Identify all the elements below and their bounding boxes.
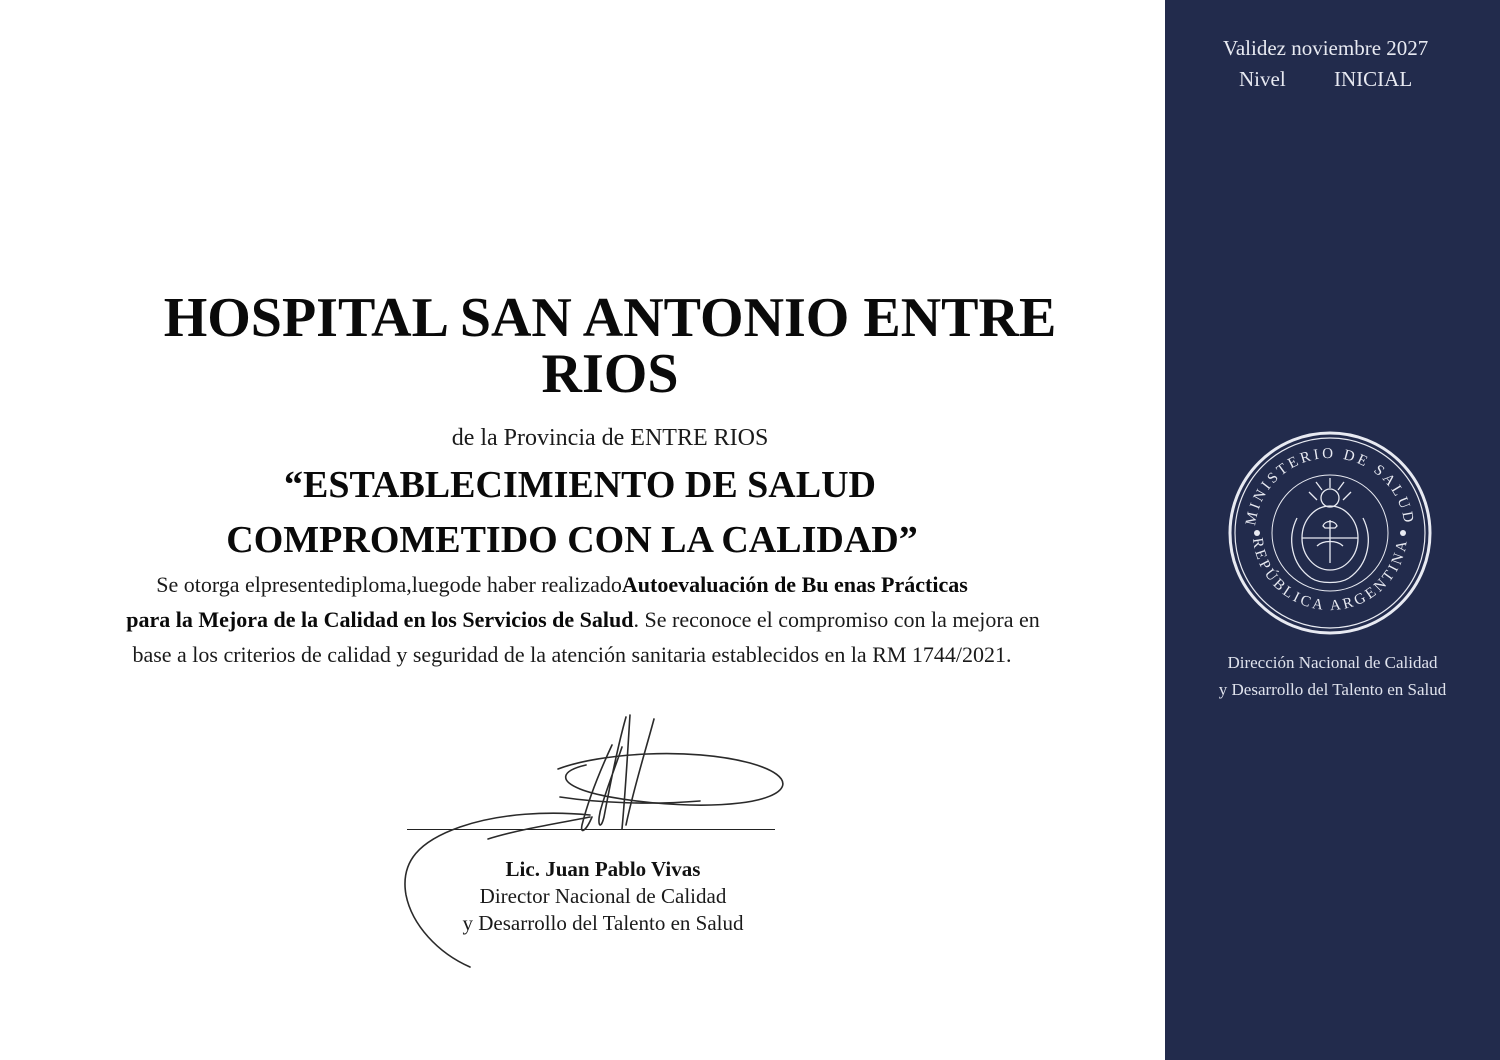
level-value: INICIAL [1334,67,1413,91]
body-text-line2 [33,609,1133,631]
institution-title-line2: RIOS [541,343,679,405]
svg-text:REPÚBLICA ARGENTINA: REPÚBLICA ARGENTINA [1248,536,1412,615]
body-text-line1 [12,574,1112,596]
institution-title [60,287,1160,405]
ministry-seal [1225,428,1435,638]
body-line1-bold: Autoevaluación de Bu enas Prácticas [621,572,968,597]
signatory-name: Lic. Juan Pablo Vivas [505,857,701,881]
level-label: Nivel [1239,67,1286,91]
department-line1: Dirección Nacional de Calidad [1227,653,1438,672]
signatory-role-line1: Director Nacional de Calidad [479,884,727,908]
validity-date: Validez noviembre 2027 [1223,36,1429,60]
body-text-line3: base a los criterios de calidad y seguridad de la atención sanitaria establecidos en la RM 1744/2021. [132,642,1012,667]
body-line1-prefix: Se otorga elpresentediploma,luegode haber realizado [156,572,622,597]
sidebar-panel [1165,0,1500,1060]
department-line2: y Desarrollo del Talento en Salud [1218,680,1447,699]
body-line2-suffix: . Se reconoce el compromiso con la mejora en [633,607,1040,632]
svg-text:MINISTERIO DE SALUD: MINISTERIO DE SALUD [1243,445,1417,527]
signatory-role-line2: y Desarrollo del Talento en Salud [462,911,744,935]
institution-title-line1: HOSPITAL SAN ANTONIO ENTRE [163,287,1057,349]
body-line2-bold: para la Mejora de la Calidad en los Servicios de Salud [126,607,634,632]
motto-line2: COMPROMETIDO CON LA CALIDAD” [226,519,918,561]
motto-line1: “ESTABLECIMIENTO DE SALUD [284,464,876,506]
province-subtitle: de la Provincia de ENTRE RIOS [451,425,769,451]
